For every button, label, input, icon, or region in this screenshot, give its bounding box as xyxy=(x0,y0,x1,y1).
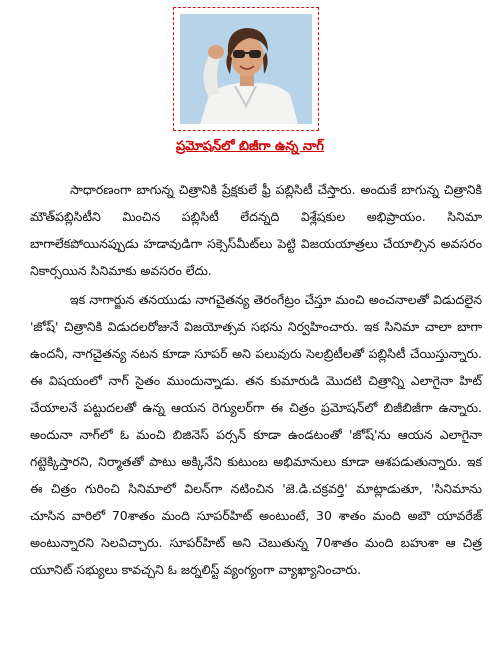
photo-frame xyxy=(173,7,319,131)
article-headline: ప్రమోషన్‌లో బిజీగా ఉన్న నాగ్ xyxy=(175,139,325,154)
article-body xyxy=(30,176,482,585)
article-paragraph-2: ఇక నాగార్జున తనయుడు నాగచైతన్య తెరంగేట్రం చేస్తూ మంచి అంచనాలతో విడుదలైన 'జోష్' చిత్రానికి విడుదలరోజునే విజయోత్సవ సభను నిర్వహించారు. ఇక సినిమా చాలా బాగా ఉందనీ, నాగచైతన్య నటన కూడా సూపర్ అని పలువురు సెలబ్రిటీలతో పబ్లిసిటీ చేయిస్తున్నారు. ఈ విషయంలో నాగ్ సైతం ముందున్నాడు. తన కుమారుడి మొదటి చిత్రాన్ని ఎలాగైనా హిట్ చేయాలనే పట్టుదలతో ఉన్న ఆయన రెగ్యులర్‌గా ఈ చిత్రం ప్రమోషన్‌లో బిజీబిజీగా ఉన్నారు. అందునా నాగ్‌లో ఓ మంచి బిజినెస్ పర్సన్ కూడా ఉండటంతో 'జోష్'ను ఆయన ఎలాగైనా గట్టెక్కిస్తారని, నిర్మాతతో పాటు అక్కినేని కుటుంబ అభిమానులు కూడా ఆశపడుతున్నారు. ఇక ఈ చిత్రం గురించి సినిమాలో విలన్‌గా నటించిన 'జె.డి.చక్రవర్తి' మాట్లాడుతూ, 'సినిమాను చూసిన వారిలో 70శాతం మంది సూపర్‌హిట్ అంటుంటే, 30 శాతం మంది అబౌ యావరేజ్ అంటున్నారని సెలవిచ్చారు. సూపర్‌హిట్ అని చెబుతున్న 70శాతం మంది బహుశా ఆ చిత్ర యూనిట్ సభ్యులు కావచ్చని ఓ జర్నలిస్ట్ వ్యంగ్యంగా వ్యాఖ్యానించారు. xyxy=(30,292,482,577)
article-paragraph-1: సాధారణంగా బాగున్న చిత్రానికి ప్రేక్షకులే ఫ్రీ పబ్లిసిటీ చేస్తారు. అందుకే బాగున్న చిత్రానికి మౌత్‌పబ్లిసిటీని మించిన పబ్లిసిటీ లేదన్నది విశ్లేషకుల అభిప్రాయం. సినిమా బాగాలేకపోయినప్పుడు హడావుడిగా సక్సెస్‌మీట్‌లు పెట్టి విజయయాత్రలు చేయాల్సిన అవసరం నికార్సయిన సినిమాకు అవసరం లేదు. xyxy=(30,182,482,278)
actor-photo xyxy=(180,14,312,124)
actor-photo-illustration xyxy=(180,14,312,124)
